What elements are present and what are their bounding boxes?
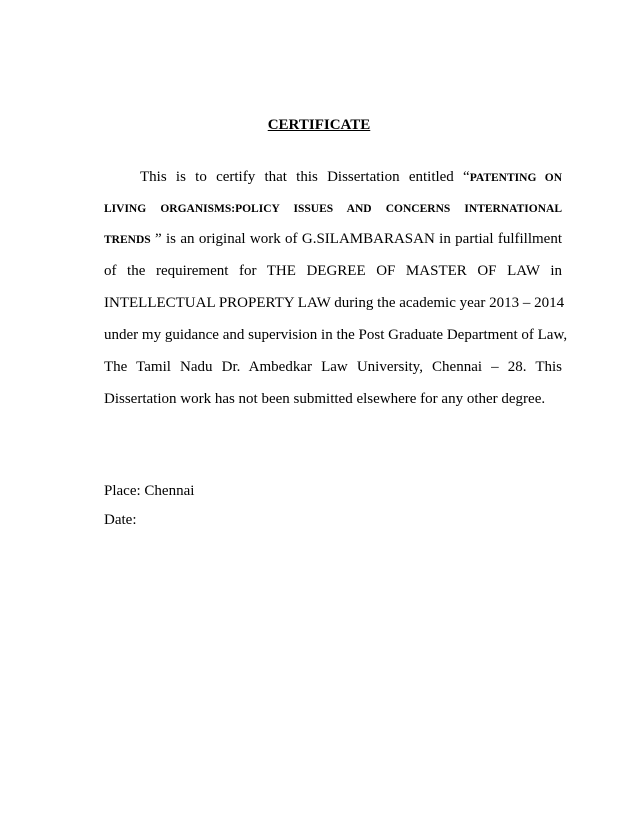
body-line-5: INTELLECTUAL PROPERTY LAW during the academic year 2013 – 2014 <box>104 295 565 311</box>
date-label: Date: <box>104 512 137 528</box>
dissertation-title-part-3: TRENDS <box>104 234 151 246</box>
body-line-2 <box>104 199 562 218</box>
body-line-4: of the requirement for THE DEGREE OF MASTER OF LAW in <box>104 263 562 279</box>
body-line-8: Dissertation work has not been submitted elsewhere for any other degree. <box>104 391 546 407</box>
body-line-3-text: ” is an original work of G.SILAMBARASAN in partial fulfillment <box>150 231 562 247</box>
body-line-6: under my guidance and supervision in the Post Graduate Department of Law, <box>104 327 568 343</box>
body-line-1 <box>140 168 562 187</box>
certificate-title: CERTIFICATE <box>267 117 371 133</box>
body-line-1-text: This is to certify that this Dissertation entitled “ <box>140 169 470 185</box>
place-label: Place: Chennai <box>104 483 195 499</box>
body-line-3 <box>104 230 562 249</box>
body-line-7: The Tamil Nadu Dr. Ambedkar Law University, Chennai – 28. This <box>104 359 562 375</box>
dissertation-title-part-1: PATENTING ON <box>469 172 562 184</box>
dissertation-title-part-2: LIVING ORGANISMS:POLICY ISSUES AND CONCERNS INTERNATIONAL <box>104 203 562 215</box>
